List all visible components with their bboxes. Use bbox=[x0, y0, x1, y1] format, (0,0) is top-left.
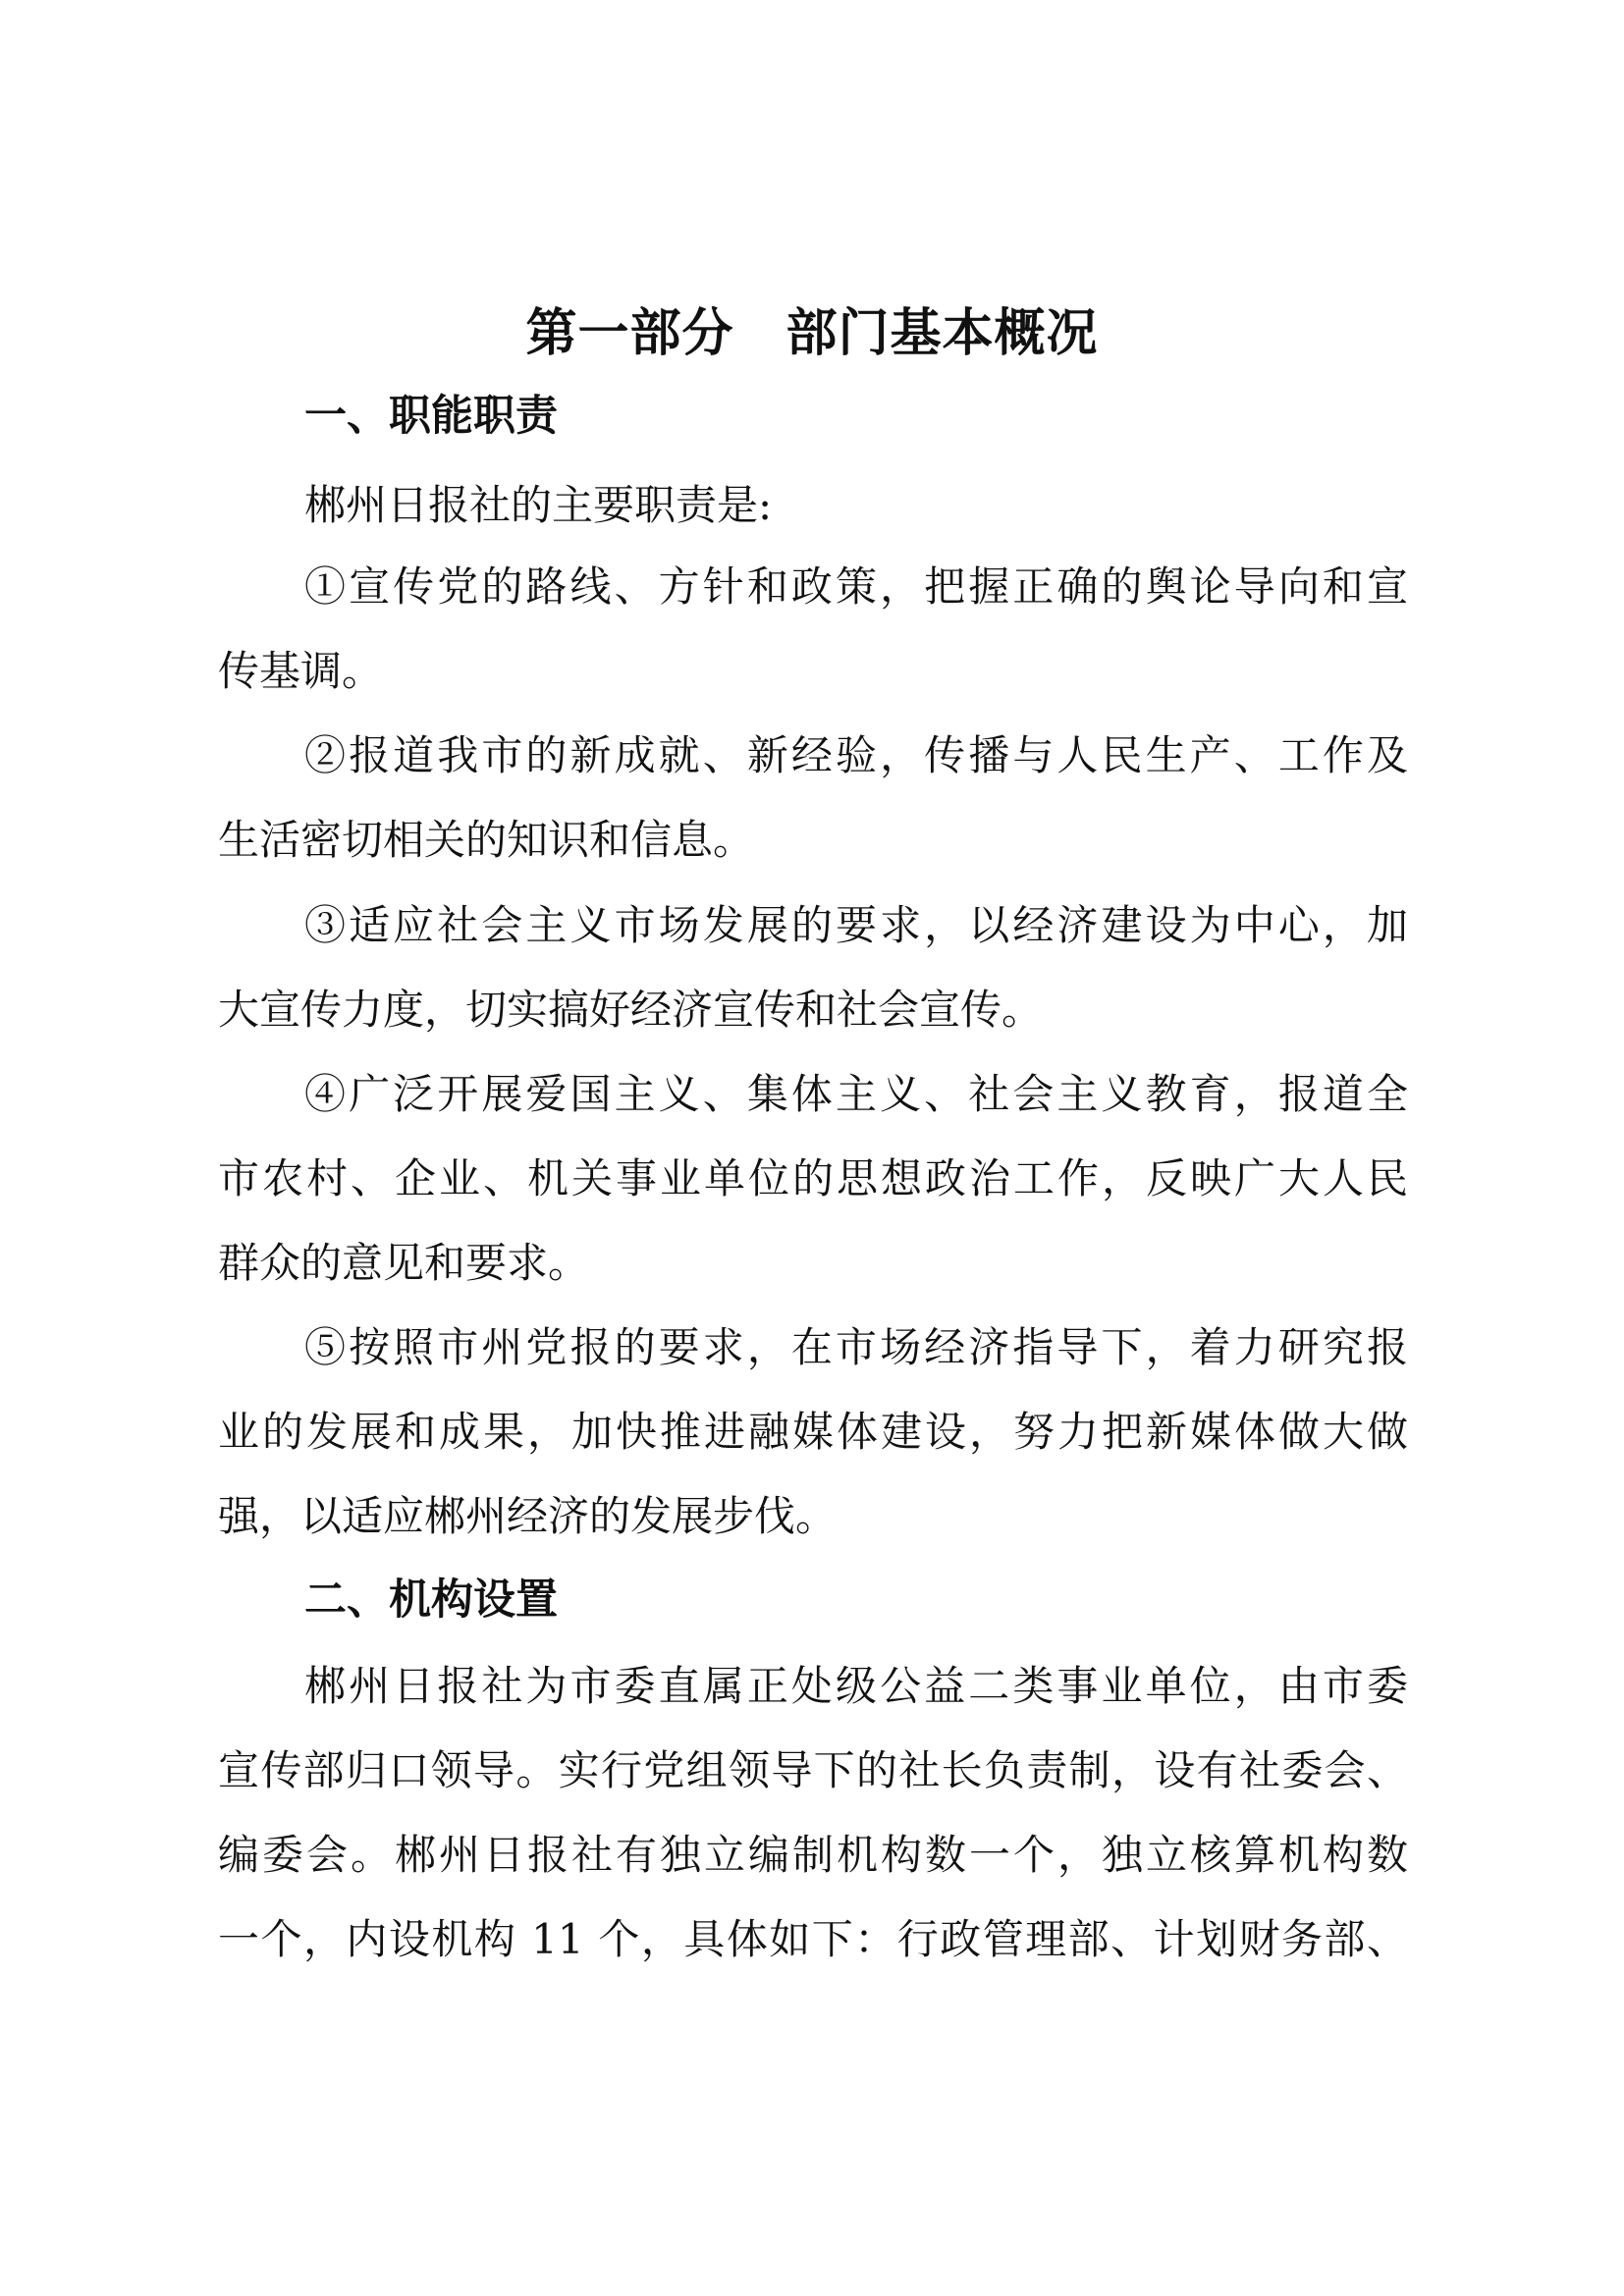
section-heading-functions: 一、职能职责 bbox=[304, 392, 558, 441]
item-5-line-1: ⑤按照市州党报的要求，在市场经济指导下，着力研究报 bbox=[304, 1323, 1408, 1371]
org-line-4: 一个，内设机构 11 个，具体如下：行政管理部、计划财务部、 bbox=[218, 1915, 1408, 1963]
item-5-line-3: 强，以适应郴州经济的发展步伐。 bbox=[218, 1492, 838, 1540]
item-3-line-1: ③适应社会主义市场发展的要求，以经济建设为中心，加 bbox=[304, 901, 1408, 949]
item-4-line-3: 群众的意见和要求。 bbox=[218, 1239, 590, 1287]
org-line-1: 郴州日报社为市委直属正处级公益二类事业单位，由市委 bbox=[304, 1662, 1408, 1710]
item-4-line-2: 市农村、企业、机关事业单位的思想政治工作，反映广大人民 bbox=[218, 1154, 1408, 1202]
section-heading-organization: 二、机构设置 bbox=[304, 1575, 558, 1625]
org-line-3: 编委会。郴州日报社有独立编制机构数一个，独立核算机构数 bbox=[218, 1831, 1408, 1879]
item-3-line-2: 大宣传力度，切实搞好经济宣传和社会宣传。 bbox=[218, 986, 1044, 1034]
item-2-line-2: 生活密切相关的知识和信息。 bbox=[218, 816, 755, 864]
item-1-line-2: 传基调。 bbox=[218, 647, 384, 695]
intro-line: 郴州日报社的主要职责是: bbox=[304, 481, 773, 529]
item-1-line-1: ①宣传党的路线、方针和政策，把握正确的舆论导向和宣 bbox=[304, 562, 1408, 611]
item-4-line-1: ④广泛开展爱国主义、集体主义、社会主义教育，报道全 bbox=[304, 1070, 1408, 1118]
item-2-line-1: ②报道我市的新成就、新经验，传播与人民生产、工作及 bbox=[304, 731, 1408, 779]
org-line-2: 宣传部归口领导。实行党组领导下的社长负责制，设有社委会、 bbox=[218, 1746, 1408, 1794]
page-title: 第一部分 部门基本概况 bbox=[525, 304, 1099, 363]
item-5-line-2: 业的发展和成果，加快推进融媒体建设，努力把新媒体做大做 bbox=[218, 1408, 1408, 1456]
